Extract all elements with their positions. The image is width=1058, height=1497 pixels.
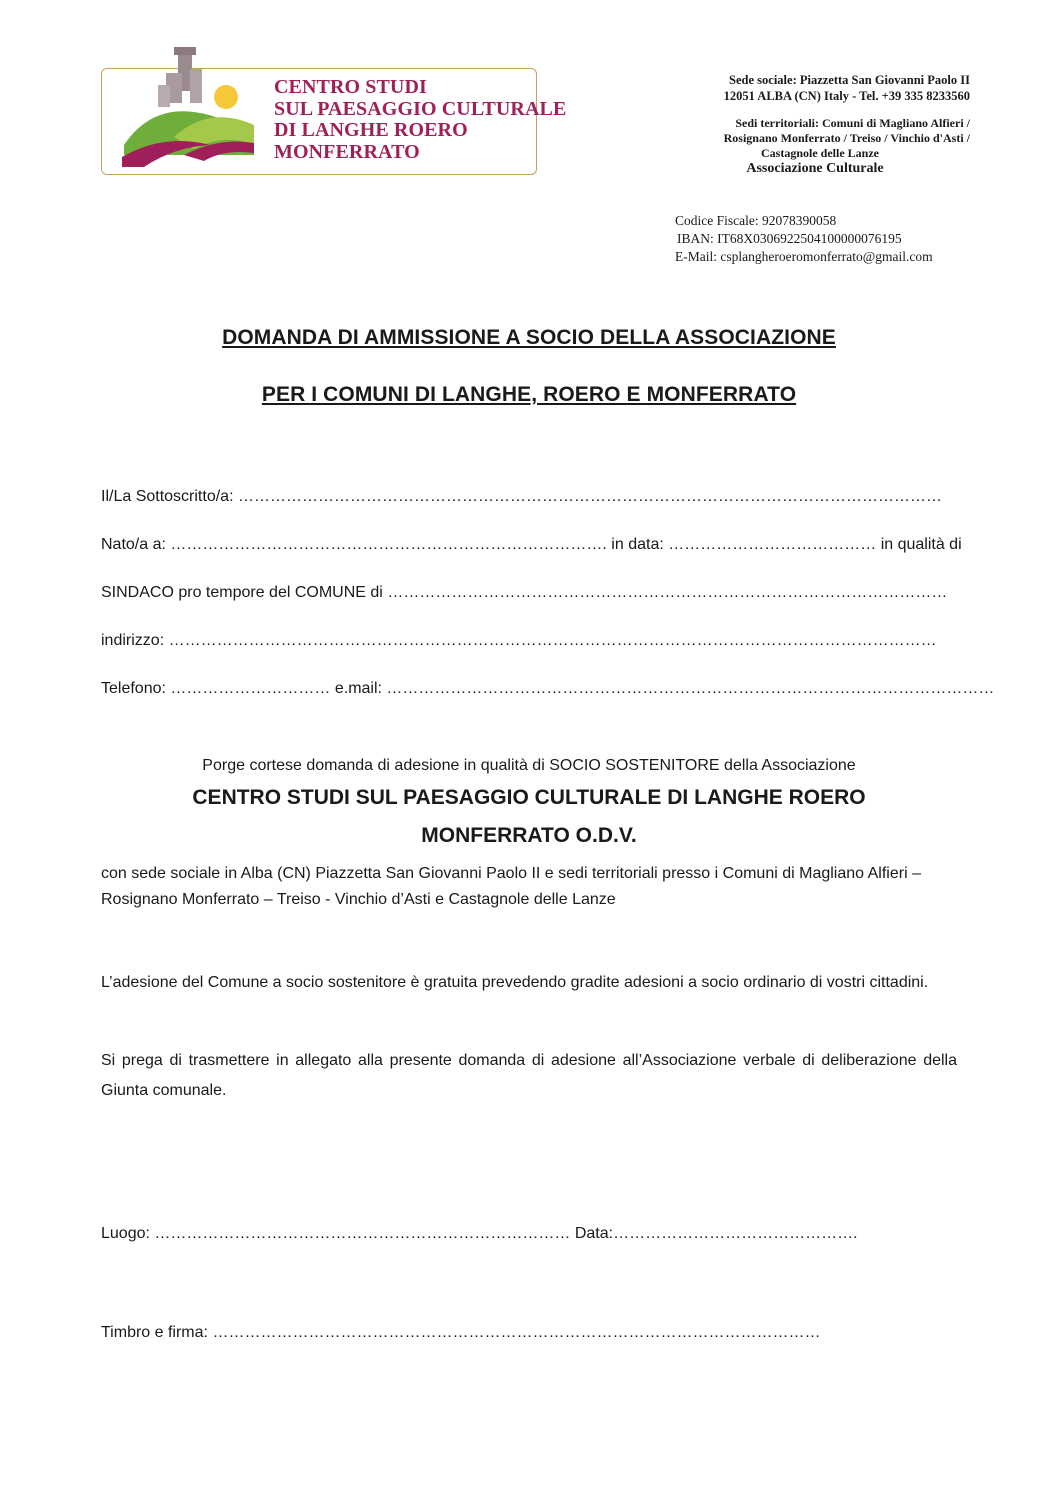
page-subtitle: PER I COMUNI DI LANGHE, ROERO E MONFERRATO: [261, 383, 797, 406]
sedi-territoriali-3: Castagnole delle Lanze: [761, 146, 879, 160]
sedi-territoriali: Sedi territoriali: Comuni di Magliano Alfieri /: [735, 116, 970, 130]
fill-line: ……………………………………………………………………………………………………: [386, 680, 995, 697]
email: E-Mail: csplangheroeromonferrato@gmail.com: [675, 249, 933, 264]
field-label: indirizzo:: [101, 632, 165, 649]
sede-paragraph: con sede sociale in Alba (CN) Piazzetta San Giovanni Paolo II e sedi territoriali presso i Comuni di Magliano Alfieri – Rosignano Monferrato – Treiso - Vinchio d’Asti e Castagnole delle Lanze: [101, 865, 921, 908]
porge-text: Porge cortese domanda di adesione in qualità di SOCIO SOSTENITORE della Associazione: [202, 757, 856, 774]
field-luogo-data[interactable]: [101, 1225, 953, 1243]
field-label: e.mail:: [334, 680, 382, 697]
fill-line: ……………………………………………………………………………………………………………………: [237, 488, 942, 505]
field-label: in qualità di: [880, 536, 962, 553]
sede-sociale: Sede sociale: Piazzetta San Giovanni Paolo II: [729, 73, 970, 87]
fiscal-info: [675, 212, 933, 266]
association-logo: [101, 68, 567, 175]
assoc-name-line1: CENTRO STUDI SUL PAESAGGIO CULTURALE DI LANGHE ROERO: [192, 786, 866, 809]
associazione-culturale: Associazione Culturale: [746, 161, 884, 176]
fill-line: …………………………: [170, 680, 331, 697]
iban: IBAN: IT68X0306922504100000076195: [677, 231, 902, 246]
sedi-territoriali-2: Rosignano Monferrato / Treiso / Vinchio d'Asti /: [723, 131, 970, 145]
fill-line: ………………………………………………………………………………………………………………………………: [168, 632, 937, 649]
field-timbro-firma[interactable]: [101, 1324, 953, 1342]
field-nato[interactable]: [101, 536, 962, 554]
logo-line: MONFERRATO: [274, 140, 420, 163]
page-title: DOMANDA DI AMMISSIONE A SOCIO DELLA ASSOCIAZIONE: [222, 326, 836, 349]
fill-line: ……………………………………….: [613, 1225, 858, 1242]
assoc-name-line2: MONFERRATO O.D.V.: [421, 824, 637, 847]
logo-line: SUL PAESAGGIO CULTURALE: [274, 97, 567, 120]
field-label: Nato/a a:: [101, 536, 166, 553]
fill-line: …………………………………: [668, 536, 877, 553]
header-info: [590, 72, 970, 177]
field-label: Data:: [574, 1225, 614, 1242]
logo-line: CENTRO STUDI: [274, 76, 427, 98]
field-sottoscritto[interactable]: [101, 488, 953, 506]
fill-line: ……………………………………………………………………………………………………: [212, 1324, 821, 1341]
field-telefono-email[interactable]: [101, 680, 995, 698]
field-label: Timbro e firma:: [101, 1324, 208, 1341]
codice-fiscale: Codice Fiscale: 92078390058: [675, 213, 837, 228]
fill-line: ……………………………………………………………………….: [170, 536, 607, 553]
sede-address: 12051 ALBA (CN) Italy - Tel. +39 335 8233560: [723, 89, 970, 103]
field-label: Il/La Sottoscritto/a:: [101, 488, 234, 505]
field-label: SINDACO pro tempore del COMUNE di: [101, 584, 383, 601]
fill-line: ……………………………………………………………………: [154, 1225, 571, 1242]
hills-castle-logo-icon: [114, 45, 264, 173]
fill-line: ……………………………………………………………………………………………: [387, 584, 948, 601]
prega-paragraph: Si prega di trasmettere in allegato alla presente domanda di adesione all’Associazione verbale di deliberazione della Giunta comunale.: [101, 1052, 957, 1099]
field-label: Telefono:: [101, 680, 166, 697]
adesione-paragraph: L’adesione del Comune a socio sostenitore è gratuita prevedendo gradite adesioni a socio ordinario di vostri cittadini.: [101, 974, 929, 991]
logo-text: [274, 76, 567, 163]
field-label: Luogo:: [101, 1225, 150, 1242]
field-label: in data:: [611, 536, 664, 553]
field-comune[interactable]: [101, 584, 953, 602]
field-indirizzo[interactable]: [101, 632, 953, 650]
logo-line: DI LANGHE ROERO: [274, 119, 468, 141]
